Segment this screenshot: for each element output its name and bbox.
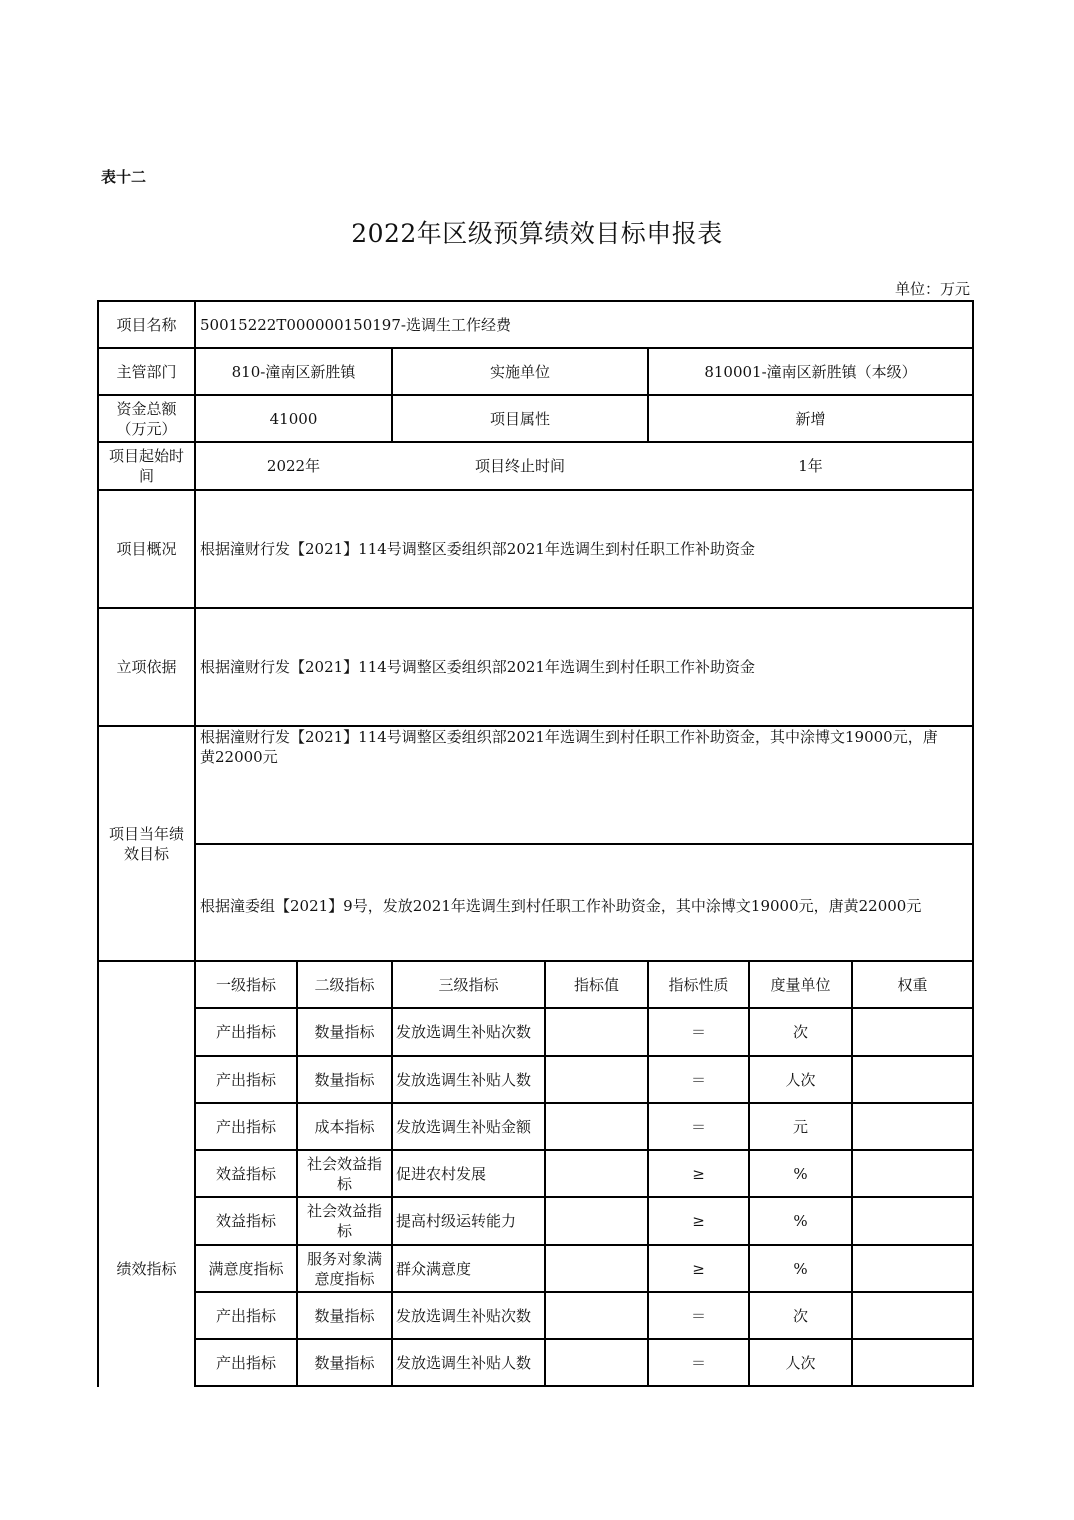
- basis-value: 根据潼财行发【2021】114号调整区委组织部2021年选调生到村任职工作补助资金: [200, 658, 755, 676]
- start-time-label-line1: 项目起始时: [108, 447, 184, 465]
- indicator-row-level1: 产出指标: [215, 1070, 276, 1089]
- annual-goal-label-line1: 项目当年绩: [108, 824, 184, 843]
- indicator-row-value: [546, 1104, 647, 1149]
- end-time-label: 项目终止时间: [474, 457, 565, 475]
- indicator-row-level2-line1: 社会效益指: [306, 1154, 382, 1173]
- indicator-row-nature: ≥: [692, 1212, 705, 1230]
- fund-total-label: [99, 396, 194, 441]
- indicator-row-value: [546, 1057, 647, 1102]
- indicator-row-level2-line1: 社会效益指: [306, 1202, 382, 1220]
- indicator-row-level3: 发放选调生补贴金额: [396, 1117, 532, 1136]
- start-time-label-line2: 间: [138, 467, 154, 485]
- indicator-row-nature: ＝: [690, 1117, 706, 1136]
- indicator-row-value: [546, 1198, 647, 1244]
- indicators-section-label: 绩效指标: [116, 1259, 177, 1278]
- indicator-header-level3: 三级指标: [438, 975, 499, 994]
- overview-value: 根据潼财行发【2021】114号调整区委组织部2021年选调生到村任职工作补助资金: [200, 540, 755, 558]
- indicator-row-level2-line1: 服务对象满: [306, 1249, 382, 1268]
- indicator-row-level3: 提高村级运转能力: [396, 1212, 517, 1230]
- indicator-row-level3: 发放选调生补贴人数: [396, 1353, 532, 1372]
- annual-goal-value-2: 根据潼委组【2021】9号，发放2021年选调生到村任职工作补助资金，其中涂博文19000元，唐黄22000元: [200, 896, 922, 915]
- indicator-header-value: 指标值: [573, 975, 619, 994]
- basis-label: 立项依据: [116, 658, 177, 676]
- indicator-row-level2-line2: 意度指标: [314, 1269, 375, 1288]
- indicator-row-level3: 发放选调生补贴次数: [396, 1306, 532, 1325]
- indicator-row-level2-line1: 数量指标: [314, 1023, 375, 1041]
- table-number: 表十二: [101, 168, 147, 186]
- indicator-row-unit: %: [793, 1212, 808, 1230]
- indicator-row-level2: [298, 1246, 391, 1291]
- indicator-row-weight: [853, 1293, 972, 1338]
- indicator-row-unit: 人次: [785, 1353, 816, 1372]
- project-attribute-value: 新增: [795, 409, 826, 428]
- indicator-row-unit: 元: [792, 1117, 808, 1136]
- indicator-row-weight: [853, 1009, 972, 1055]
- indicator-row-level2: [298, 1104, 391, 1149]
- indicator-row-value: [546, 1340, 647, 1385]
- indicator-row-level3: 促进农村发展: [396, 1164, 487, 1183]
- indicator-row-level3: 发放选调生补贴人数: [396, 1070, 532, 1089]
- unit-label: 单位：万元: [894, 280, 970, 298]
- indicator-row-weight: [853, 1104, 972, 1149]
- fund-total-value: 41000: [269, 409, 318, 428]
- indicator-header-nature: 指标性质: [668, 975, 729, 994]
- indicator-row-level2: [298, 1057, 391, 1102]
- indicator-row-value: [546, 1293, 647, 1338]
- indicator-row-level2: [298, 1151, 391, 1196]
- indicator-row-level1: 产出指标: [215, 1117, 276, 1136]
- indicator-row-unit: 人次: [785, 1070, 816, 1089]
- indicator-row-level1: 产出指标: [215, 1353, 276, 1372]
- indicator-row-level1: 满意度指标: [208, 1259, 284, 1278]
- indicator-row-unit: 次: [792, 1023, 808, 1041]
- start-time-value: 2022年: [266, 457, 321, 475]
- indicator-row-level2-line1: 成本指标: [314, 1117, 375, 1136]
- indicator-row-level1: 产出指标: [215, 1306, 276, 1325]
- indicator-row-level3: 群众满意度: [396, 1259, 472, 1278]
- indicator-row-level2: [298, 1340, 391, 1385]
- indicator-row-level3: 发放选调生补贴次数: [396, 1023, 532, 1041]
- indicator-row-unit: 次: [792, 1306, 808, 1325]
- indicator-header-weight: 权重: [897, 975, 928, 994]
- fund-total-label-line1: 资金总额: [116, 399, 177, 418]
- indicator-row-level2-line2: 标: [336, 1174, 352, 1193]
- overview-label: 项目概况: [116, 540, 177, 558]
- department-label: 主管部门: [116, 362, 177, 381]
- indicator-row-nature: ＝: [690, 1070, 706, 1089]
- page-title: 2022年区级预算绩效目标申报表: [351, 219, 723, 248]
- indicator-row-weight: [853, 1057, 972, 1102]
- implementer-label: 实施单位: [489, 362, 550, 381]
- indicator-header-level2: 二级指标: [314, 975, 375, 994]
- indicator-row-weight: [853, 1340, 972, 1385]
- start-time-label: [99, 443, 194, 489]
- fund-total-label-line2: （万元）: [116, 419, 177, 438]
- indicator-row-level2: [298, 1293, 391, 1338]
- indicator-row-value: [546, 1151, 647, 1196]
- indicator-row-level2-line2: 标: [336, 1222, 352, 1240]
- indicator-row-value: [546, 1246, 647, 1291]
- project-name-value: 50015222T000000150197-选调生工作经费: [200, 315, 511, 334]
- indicator-row-level1: 效益指标: [215, 1212, 276, 1230]
- annual-goal-value-1-line2: 黄22000元: [200, 748, 278, 766]
- indicator-row-weight: [853, 1198, 972, 1244]
- indicator-row-level2: [298, 1009, 391, 1055]
- indicator-row-unit: %: [793, 1259, 808, 1278]
- project-name-label: 项目名称: [116, 315, 177, 334]
- indicator-row-unit: %: [793, 1164, 808, 1183]
- indicator-row-weight: [853, 1151, 972, 1196]
- indicator-row-nature: ＝: [690, 1353, 706, 1372]
- indicator-header-level1: 一级指标: [215, 975, 276, 994]
- annual-goal-label: [99, 727, 194, 960]
- indicator-row-weight: [853, 1246, 972, 1291]
- indicator-row-level2: [298, 1198, 391, 1244]
- indicator-header-unit: 度量单位: [770, 975, 831, 994]
- department-value: 810-潼南区新胜镇: [231, 362, 356, 381]
- indicator-row-nature: ＝: [690, 1306, 706, 1325]
- indicator-row-level1: 效益指标: [215, 1164, 276, 1183]
- indicator-row-level2-line1: 数量指标: [314, 1353, 375, 1372]
- annual-goal-label-line2: 效目标: [123, 844, 169, 863]
- annual-goal-value-1: [196, 727, 972, 843]
- implementer-value: 810001-潼南区新胜镇（本级）: [704, 362, 917, 381]
- annual-goal-value-1-line1: 根据潼财行发【2021】114号调整区委组织部2021年选调生到村任职工作补助资金，其中涂博文19000元，唐: [200, 728, 938, 746]
- indicator-row-nature: ≥: [692, 1259, 705, 1278]
- indicator-row-value: [546, 1009, 647, 1055]
- budget-form-table: [97, 300, 974, 1387]
- project-attribute-label: 项目属性: [489, 409, 550, 428]
- indicator-row-level2-line1: 数量指标: [314, 1306, 375, 1325]
- indicator-row-level2-line1: 数量指标: [314, 1070, 375, 1089]
- indicator-row-level1: 产出指标: [215, 1023, 276, 1041]
- end-time-value: 1年: [798, 457, 823, 475]
- indicator-row-nature: ≥: [692, 1164, 705, 1183]
- indicator-row-nature: ＝: [690, 1023, 706, 1041]
